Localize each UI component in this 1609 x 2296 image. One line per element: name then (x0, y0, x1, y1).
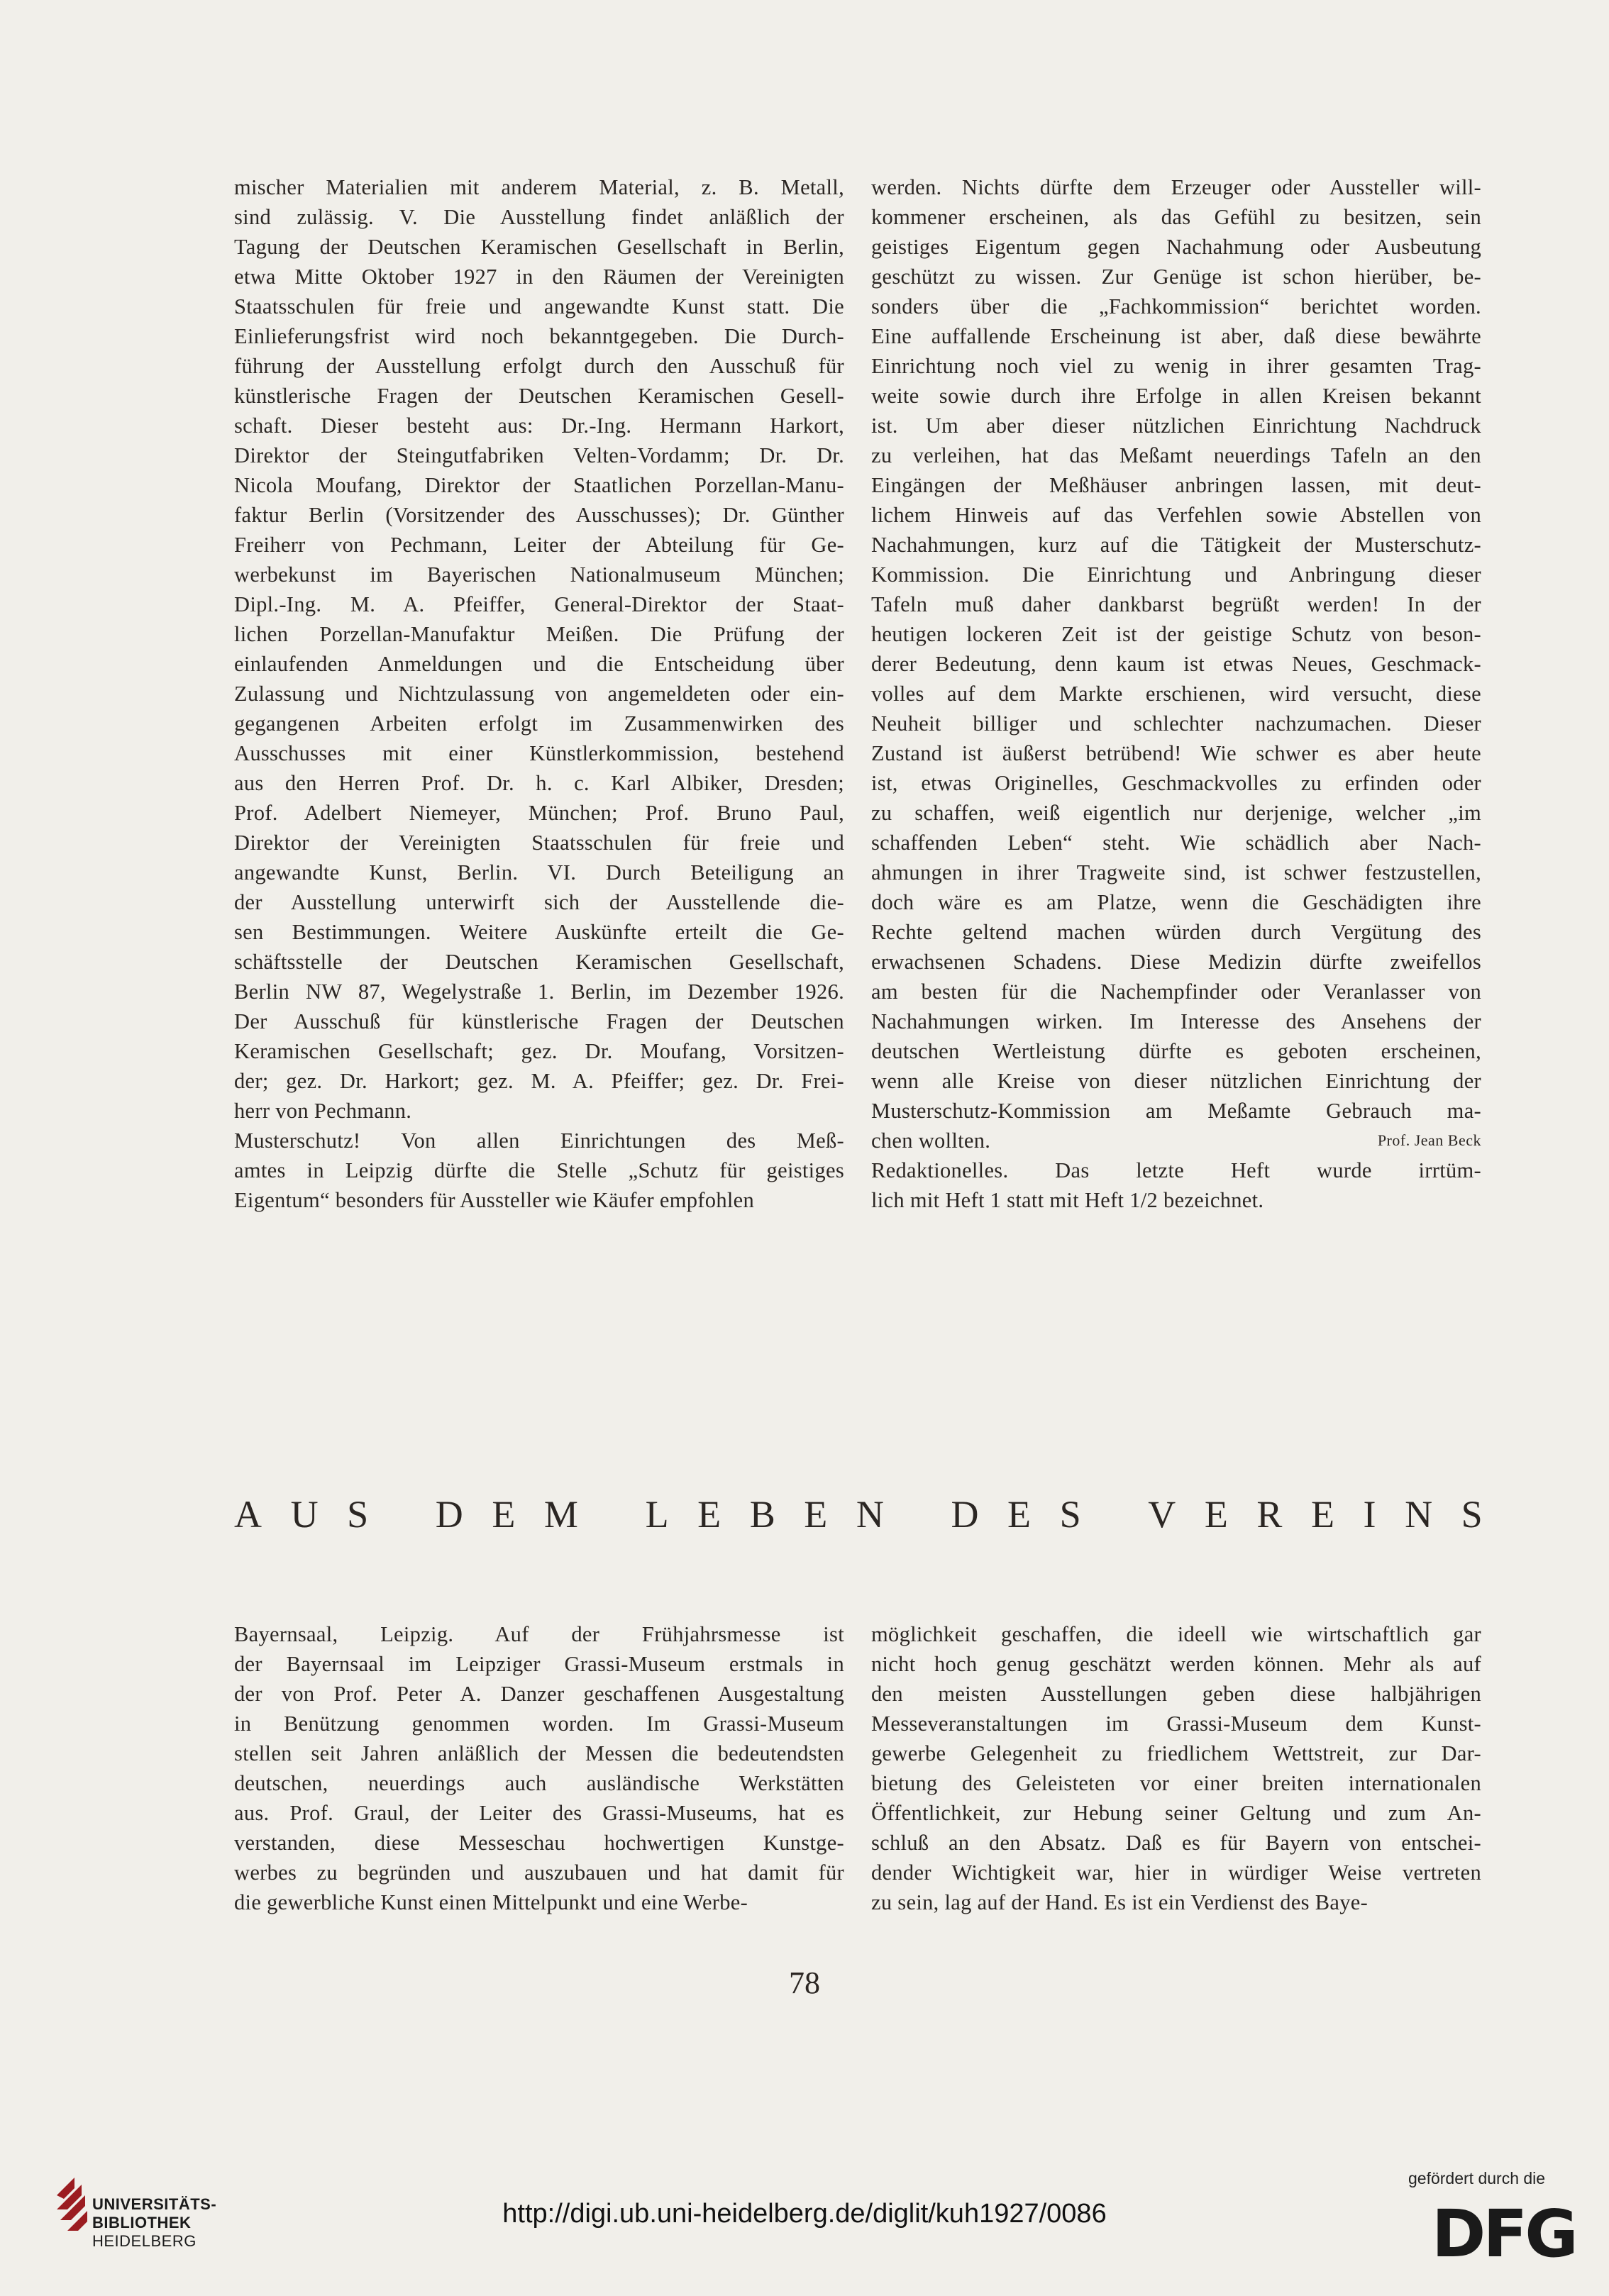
text-line: ahmungen in ihrer Tragweite sind, ist schwer festzustellen, (871, 860, 1481, 884)
text-line: Zulassung und Nichtzulassung von angemeldeten oder ein- (234, 682, 844, 706)
text-line: Musterschutz! Von allen Einrichtungen des Meß- (234, 1128, 844, 1153)
text-line: Prof. Adelbert Niemeyer, München; Prof. Bruno Paul, (234, 801, 844, 825)
text-line: zu schaffen, weiß eigentlich nur derjenige, welcher „im (871, 801, 1481, 825)
text-line: Direktor der Vereinigten Staatsschulen für freie und (234, 831, 844, 855)
text-line: stellen seit Jahren anläßlich der Messen die bedeutendsten (234, 1741, 844, 1765)
text-line: Kommission. Die Einrichtung und Anbringung dieser (871, 562, 1481, 587)
text-line: den meisten Ausstellungen geben diese halbjährigen (871, 1682, 1481, 1706)
text-line: dender Wichtigkeit war, hier in würdiger Weise vertreten (871, 1860, 1481, 1885)
right-column-bottom (871, 1619, 1481, 1917)
heading-letter: D (435, 1493, 463, 1536)
text-line: ist. Um aber dieser nützlichen Einrichtung Nachdruck (871, 414, 1481, 438)
text-line: schaffenden Leben“ steht. Wie schädlich aber Nach- (871, 831, 1481, 855)
text-line: Musterschutz-Kommission am Meßamte Gebrauch ma- (871, 1099, 1481, 1123)
text-line: bietung des Geleisteten vor einer breiten internationalen (871, 1771, 1481, 1795)
heading-letter: E (492, 1493, 516, 1536)
text-line: Tafeln muß daher dankbarst begrüßt werden! In der (871, 592, 1481, 616)
right-column-top (871, 172, 1481, 1215)
text-line: sen Bestimmungen. Weitere Auskünfte erteilt die Ge- (234, 920, 844, 944)
text-line: Keramischen Gesellschaft; gez. Dr. Moufang, Vorsitzen- (234, 1039, 844, 1063)
text-line: mischer Materialien mit anderem Material, z. B. Metall, (234, 175, 844, 199)
text-line: sonders über die „Fachkommission“ berichtet worden. (871, 294, 1481, 318)
text-line: aus. Prof. Graul, der Leiter des Grassi-Museums, hat es (234, 1801, 844, 1825)
heading-letter (607, 1492, 617, 1536)
text-line: Messeveranstaltungen im Grassi-Museum dem Kunst- (871, 1712, 1481, 1736)
text-line: Zustand ist äußerst betrübend! Wie schwer es aber heute (871, 741, 1481, 765)
text-line: Nachahmungen wirken. Im Interesse des Ansehens der (871, 1009, 1481, 1033)
text-line: Nachahmungen, kurz auf die Tätigkeit der Musterschutz- (871, 533, 1481, 557)
text-line: schäftsstelle der Deutschen Keramischen Gesellschaft, (234, 950, 844, 974)
heading-letter: E (804, 1493, 828, 1536)
text-line: Eigentum“ besonders für Aussteller wie Käufer empfohlen (234, 1188, 755, 1212)
text-line: amtes in Leipzig dürfte die Stelle „Schutz für geistiges (234, 1158, 844, 1182)
heading-letter: I (1363, 1493, 1376, 1536)
text-line: Eine auffallende Erscheinung ist aber, daß diese bewährte (871, 324, 1481, 348)
text-line: weite sowie durch ihre Erfolge in allen Kreisen bekannt (871, 384, 1481, 408)
text-line: faktur Berlin (Vorsitzender des Ausschusses); Dr. Günther (234, 503, 844, 527)
heading-letter: L (645, 1493, 669, 1536)
text-line: Staatsschulen für freie und angewandte Kunst statt. Die (234, 294, 844, 318)
text-line: Neuheit billiger und schlechter nachzumachen. Dieser (871, 711, 1481, 736)
text-line: doch wäre es am Platze, wenn die Geschädigten ihre (871, 890, 1481, 914)
library-line-1: UNIVERSITÄTS- (92, 2195, 217, 2213)
library-line-2: BIBLIOTHEK (92, 2214, 192, 2231)
text-line: volles auf dem Markte erschienen, wird versucht, diese (871, 682, 1481, 706)
text-line: Tagung der Deutschen Keramischen Gesellschaft in Berlin, (234, 235, 844, 259)
heading-letter: A (234, 1493, 262, 1536)
text-line: die gewerbliche Kunst einen Mittelpunkt und eine Werbe- (234, 1890, 748, 1914)
text-line: Dipl.-Ing. M. A. Pfeiffer, General-Direktor der Staat- (234, 592, 844, 616)
text-line: schaft. Dieser besteht aus: Dr.-Ing. Hermann Harkort, (234, 414, 844, 438)
text-line: lichem Hinweis auf das Verfehlen sowie Abstellen von (871, 503, 1481, 527)
section-heading (234, 1490, 1483, 1539)
text-line: Nicola Moufang, Direktor der Staatlichen Porzellan-Manu- (234, 473, 844, 497)
text-line: deutschen, neuerdings auch ausländische Werkstätten (234, 1771, 844, 1795)
heading-letter: S (1059, 1493, 1081, 1536)
text-line: lichen Porzellan-Manufaktur Meißen. Die Prüfung der (234, 622, 844, 646)
text-line: aus den Herren Prof. Dr. h. c. Karl Albiker, Dresden; (234, 771, 844, 795)
author-signature: Prof. Jean Beck (1377, 1131, 1481, 1149)
text-line: wenn alle Kreise von dieser nützlichen Einrichtung der (871, 1069, 1481, 1093)
heading-letter: B (749, 1493, 775, 1536)
heading-letter (912, 1492, 922, 1536)
text-line: am besten für die Nachempfinder oder Veranlasser von (871, 980, 1481, 1004)
text-line: geistiges Eigentum gegen Nachahmung oder Ausbeutung (871, 235, 1481, 259)
heading-letter: D (951, 1493, 979, 1536)
text-line: kommener erscheinen, als das Gefühl zu besitzen, sein (871, 205, 1481, 229)
heading-letter: N (856, 1493, 884, 1536)
text-line: chen wollten. Prof. Jean Beck (871, 1126, 1481, 1155)
text-line: der Ausstellung unterwirft sich der Ausstellende die- (234, 890, 844, 914)
text-line: herr von Pechmann. (234, 1099, 412, 1123)
heading-letter: N (1405, 1493, 1433, 1536)
heading-letter: E (1310, 1493, 1334, 1536)
text-line: sind zulässig. V. Die Ausstellung findet anläßlich der (234, 205, 844, 229)
heading-letter: E (1007, 1493, 1032, 1536)
text-line: künstlerische Fragen der Deutschen Keramischen Gesell- (234, 384, 844, 408)
text-line: Einrichtung noch viel zu wenig in ihrer gesamten Trag- (871, 354, 1481, 378)
text-line: Ausschusses mit einer Künstlerkommission, bestehend (234, 741, 844, 765)
text-line: werden. Nichts dürfte dem Erzeuger oder Aussteller will- (871, 175, 1481, 199)
funded-by-text: gefördert durch die (1408, 2169, 1546, 2187)
heading-letter: V (1148, 1493, 1176, 1536)
text-line: werbekunst im Bayerischen Nationalmuseum München; (234, 562, 844, 587)
heading-letter: S (1461, 1493, 1483, 1536)
heading-letter (1110, 1492, 1119, 1536)
text-line: Redaktionelles. Das letzte Heft wurde irrtüm- (871, 1158, 1481, 1182)
text-line: angewandte Kunst, Berlin. VI. Durch Beteiligung an (234, 860, 844, 884)
library-line-3: HEIDELBERG (92, 2232, 197, 2250)
text-line: etwa Mitte Oktober 1927 in den Räumen der Vereinigten (234, 265, 844, 289)
text-line: schluß an den Absatz. Daß es für Bayern von entschei- (871, 1831, 1481, 1855)
text-line: Bayernsaal, Leipzig. Auf der Frühjahrsmesse ist (234, 1622, 844, 1646)
text-line: derer Bedeutung, denn kaum ist etwas Neues, Geschmack- (871, 652, 1481, 676)
text-line: Freiherr von Pechmann, Leiter der Abteilung für Ge- (234, 533, 844, 557)
heading-letter: M (543, 1493, 578, 1536)
text-line: Rechte geltend machen würden durch Vergütung des (871, 920, 1481, 944)
text-line: Einlieferungsfrist wird noch bekanntgegeben. Die Durch- (234, 324, 844, 348)
text-line: Öffentlichkeit, zur Hebung seiner Geltung und zum An- (871, 1801, 1481, 1825)
text-line: zu verleihen, hat das Meßamt neuerdings Tafeln an den (871, 443, 1481, 467)
text-line: verstanden, diese Messeschau hochwertigen Kunstge- (234, 1831, 844, 1855)
text-line: in Benützung genommen worden. Im Grassi-Museum (234, 1712, 844, 1736)
text-line: möglichkeit geschaffen, die ideell wie wirtschaftlich gar (871, 1622, 1481, 1646)
text-line: zu sein, lag auf der Hand. Es ist ein Verdienst des Baye- (871, 1890, 1369, 1914)
text-line: der Bayernsaal im Leipziger Grassi-Museum erstmals in (234, 1652, 844, 1676)
text-line: nicht hoch genug geschätzt werden können. Mehr als auf (871, 1652, 1481, 1676)
heading-letter: E (697, 1493, 721, 1536)
dfg-logo: DFG (1432, 2196, 1576, 2272)
heading-letter: E (1204, 1493, 1228, 1536)
heading-letter: S (347, 1493, 369, 1536)
text-line: geschützt zu wissen. Zur Genüge ist schon hierüber, be- (871, 265, 1481, 289)
text-line: einlaufenden Anmeldungen und die Entscheidung über (234, 652, 844, 676)
text-line: lich mit Heft 1 statt mit Heft 1/2 bezeichnet. (871, 1188, 1264, 1212)
text-line: deutschen Wertleistung dürfte es geboten erscheinen, (871, 1039, 1481, 1063)
heading-letter (397, 1492, 407, 1536)
left-column-bottom (234, 1619, 844, 1917)
text-line: der; gez. Dr. Harkort; gez. M. A. Pfeiffer; gez. Dr. Frei- (234, 1069, 844, 1093)
page-number: 78 (789, 1965, 820, 2000)
text-line: gegangenen Arbeiten erfolgt im Zusammenwirken des (234, 711, 844, 736)
left-column-top (234, 172, 844, 1215)
source-url-link[interactable]: http://digi.ub.uni-heidelberg.de/diglit/kuh1927/0086 (502, 2199, 1107, 2229)
text-line: Der Ausschuß für künstlerische Fragen der Deutschen (234, 1009, 844, 1033)
heading-letter: U (290, 1493, 319, 1536)
text-line: Eingängen der Meßhäuser anbringen lassen, mit deut- (871, 473, 1481, 497)
text-line: gewerbe Gelegenheit zu friedlichem Wettstreit, zur Dar- (871, 1741, 1481, 1765)
text-line: führung der Ausstellung erfolgt durch den Ausschuß für (234, 354, 844, 378)
heading-letter: R (1256, 1493, 1283, 1536)
text-line: heutigen lockeren Zeit ist der geistige Schutz von beson- (871, 622, 1481, 646)
text-line: Berlin NW 87, Wegelystraße 1. Berlin, im Dezember 1926. (234, 980, 844, 1004)
text-line: der von Prof. Peter A. Danzer geschaffenen Ausgestaltung (234, 1682, 844, 1706)
text-line: ist, etwas Originelles, Geschmackvolles zu erfinden oder (871, 771, 1481, 795)
text-line: Direktor der Steingutfabriken Velten-Vordamm; Dr. Dr. (234, 443, 844, 467)
text-line: werbes zu begründen und auszubauen und hat damit für (234, 1860, 844, 1885)
text-line: erwachsenen Schadens. Diese Medizin dürfte zweifellos (871, 950, 1481, 974)
